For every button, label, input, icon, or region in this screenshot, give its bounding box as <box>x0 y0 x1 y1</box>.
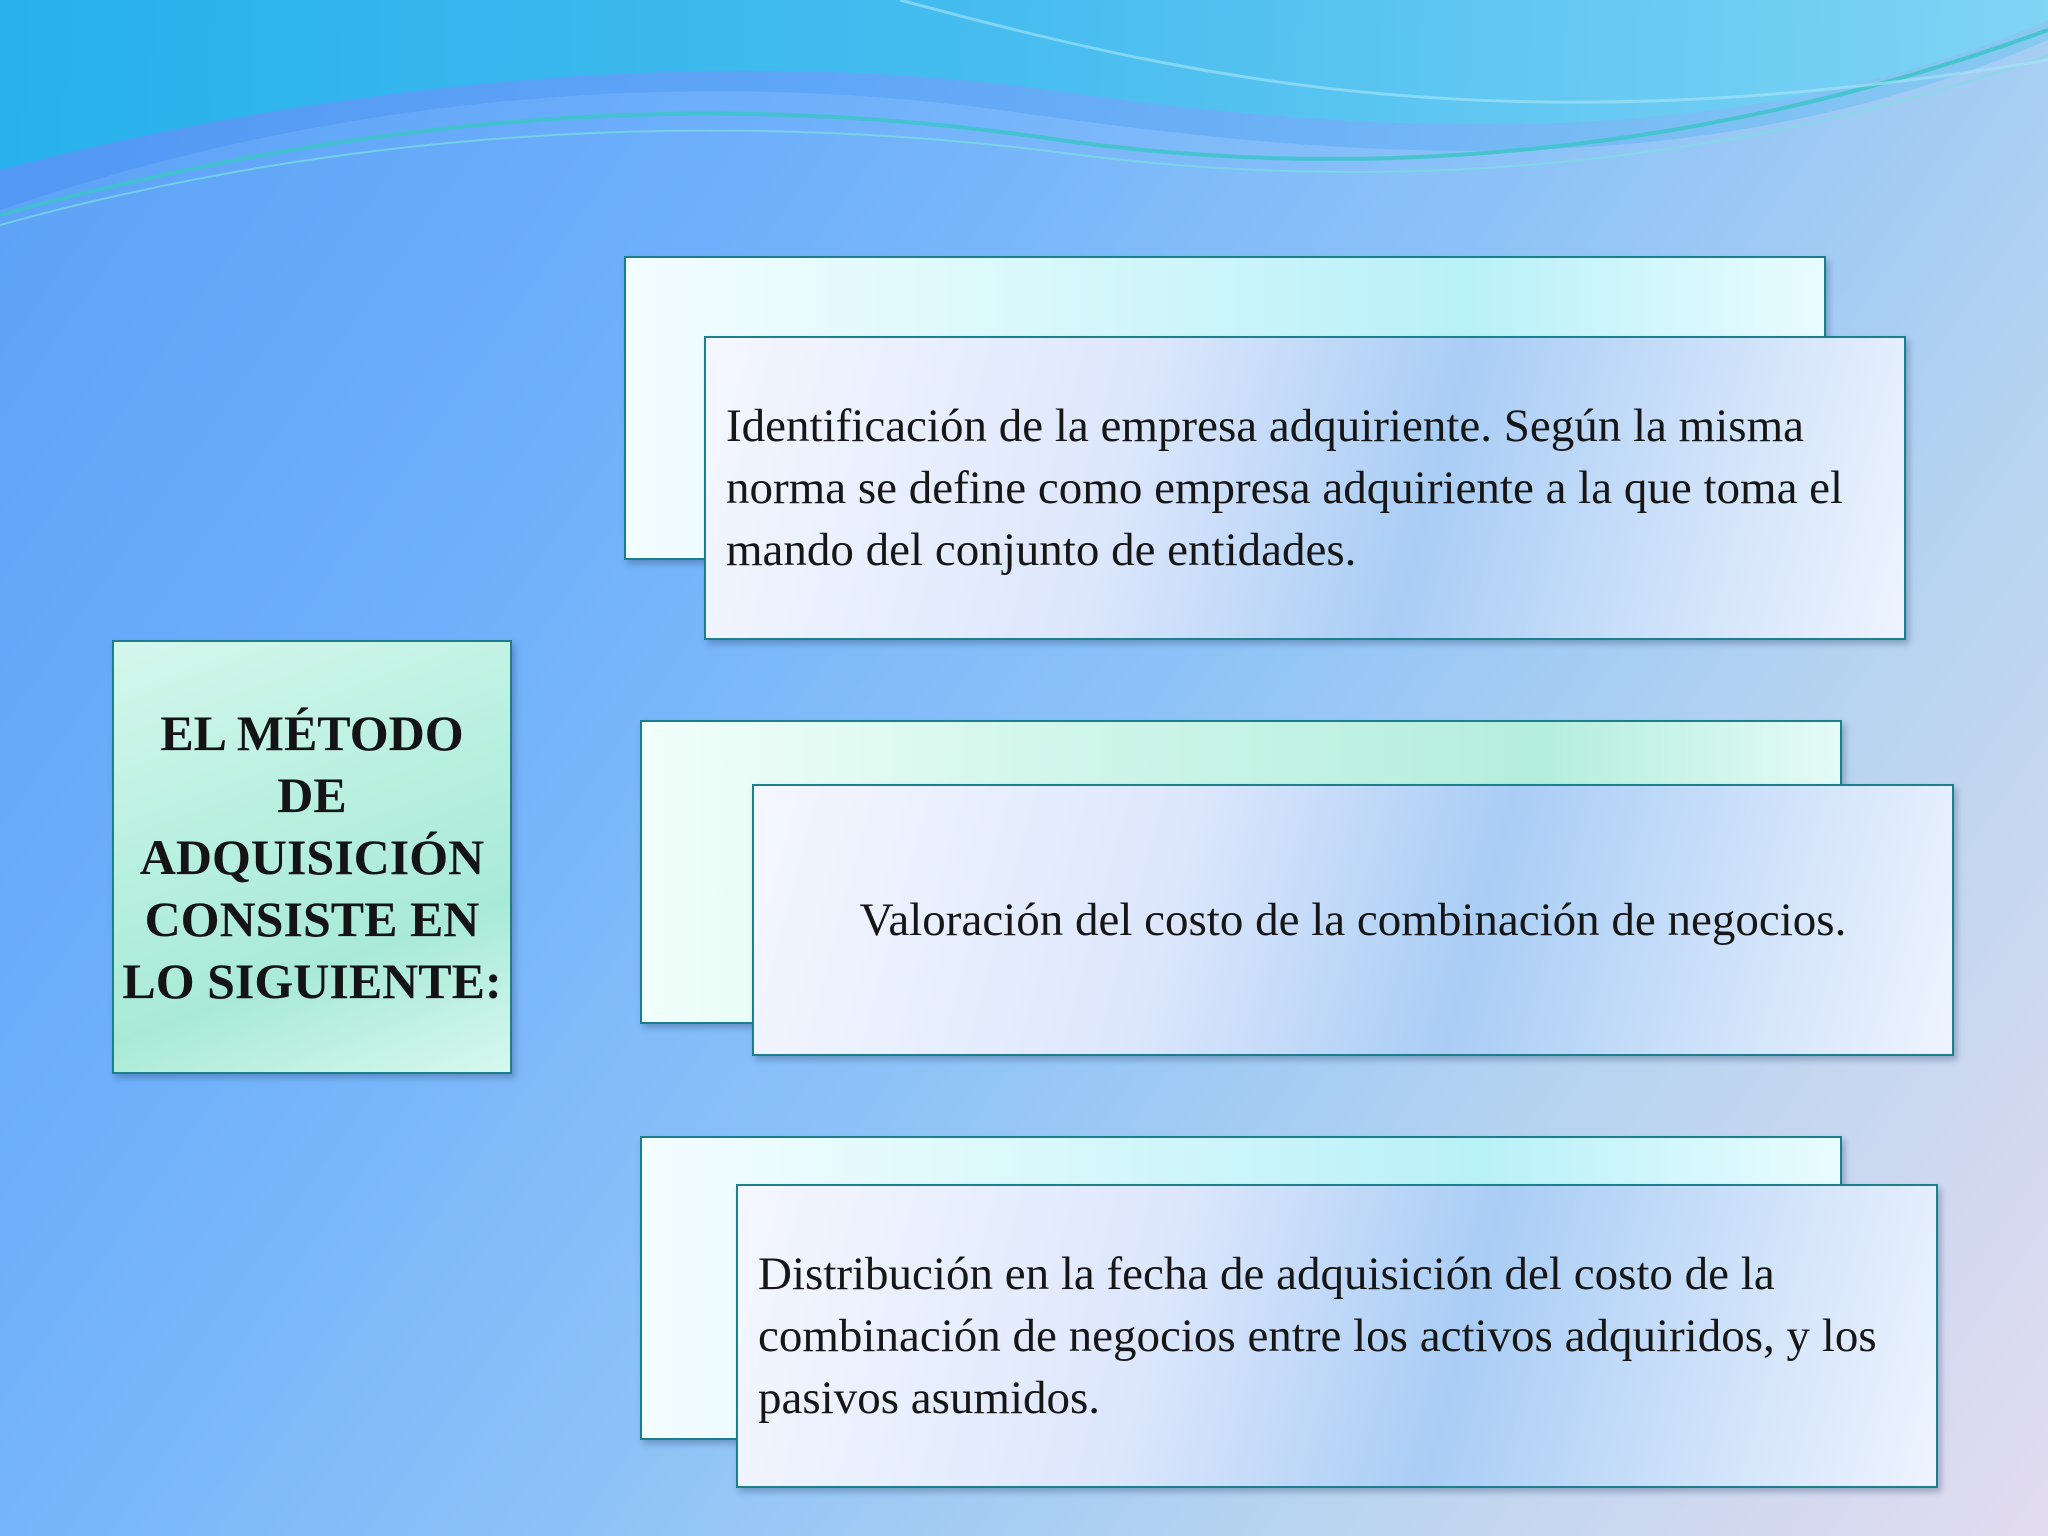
step-2-text: Valoración del costo de la combinación de negocios. <box>859 894 1847 946</box>
method-title-box <box>112 640 512 1074</box>
step-3-text: Distribución en la fecha de adquisición del costo de la combinación de negocios entre los activos adquiridos, y los pasivos asumidos. <box>758 1248 1877 1424</box>
step-3-card <box>736 1184 1938 1488</box>
method-title: EL MÉTODO DE ADQUISICIÓN CONSISTE EN LO SIGUIENTE: <box>122 705 502 1009</box>
step-1-text: Identificación de la empresa adquiriente. Según la misma norma se define como empresa adquiriente a la que toma el mando del conjunto de entidades. <box>726 400 1844 576</box>
header-wave-decoration <box>0 0 2048 260</box>
step-1-card <box>704 336 1906 640</box>
step-2-card <box>752 784 1954 1056</box>
